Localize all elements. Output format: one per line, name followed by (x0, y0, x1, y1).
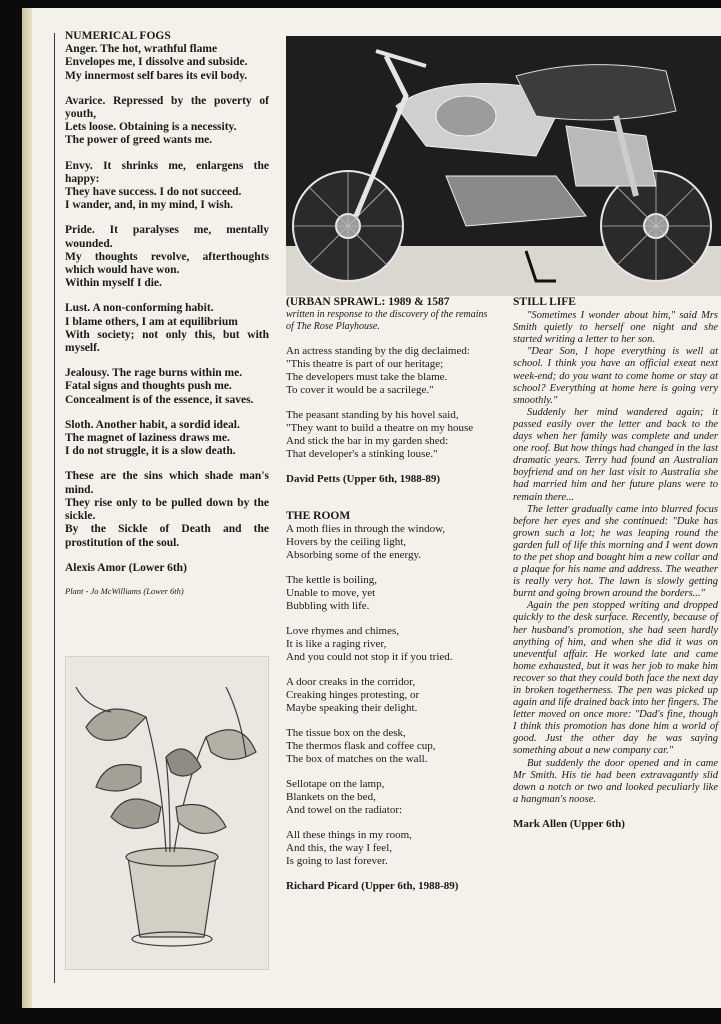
story-title: STILL LIFE (513, 296, 576, 308)
poem-line: The developers must take the blame. (286, 371, 448, 383)
poem-line: Bubbling with life. (286, 600, 370, 612)
plant-caption: Plant - Jo McWilliams (Lower 6th) (65, 585, 184, 596)
magazine-page (22, 8, 721, 1008)
poem-line: Anger. The hot, wrathful flame (65, 43, 218, 56)
poem-author: David Petts (Upper 6th, 1988-89) (286, 473, 441, 485)
poem-line: It is like a raging river, (286, 638, 387, 650)
poem-line: That developer's a stinking louse." (286, 448, 438, 460)
poem-author: Richard Picard (Upper 6th, 1988-89) (286, 880, 459, 892)
poem-line: Concealment is of the essence, it saves. (65, 393, 254, 406)
poem-line: By the Sickle of Death and the prostitution of the soul. (65, 523, 269, 549)
poem-line: Is going to last forever. (286, 855, 388, 867)
stanza (65, 302, 269, 355)
poem-line: A moth flies in through the window, (286, 523, 446, 535)
poem-line: Lets loose. Obtaining is a necessity. (65, 121, 237, 134)
stanza (65, 470, 269, 549)
stanza (65, 367, 269, 407)
story-paragraph: But suddenly the door opened and in came Mr Smith. His tie had been extravagantly slid down a notch or two and looked peculiarly like a hangman's noose. (513, 757, 718, 805)
poem-line: Absorbing some of the energy. (286, 549, 422, 561)
poem-line: Within myself I die. (65, 277, 162, 290)
stanza (286, 409, 490, 461)
poems-column-middle (286, 296, 490, 893)
poem-line: I blame others, I am at equilibrium (65, 315, 238, 328)
stanza (286, 829, 490, 868)
stanza (286, 778, 490, 817)
poem-line: Jealousy. The rage burns within me. (65, 367, 243, 380)
poem-line: Envelopes me, I dissolve and subside. (65, 56, 248, 69)
stanza (286, 625, 490, 664)
poem-line: An actress standing by the dig declaimed: (286, 345, 470, 357)
stanza (286, 345, 490, 397)
story-still-life (513, 296, 718, 830)
stanza (65, 95, 269, 148)
story-paragraph: Suddenly her mind wandered again; it passed easily over the letter and back to the days when her family was complete and under one roof. But how things had changed in the last dramatic years. Terry had found an Australian boyfriend and on her last visit to Australia she had married him and her future plans were to remain there... (513, 406, 718, 503)
poem-line: Avarice. Repressed by the poverty of youth, (65, 94, 269, 121)
stanza (65, 419, 269, 459)
plant-illustration (65, 656, 269, 970)
poem-numerical-fogs (65, 30, 269, 598)
stanza (65, 43, 269, 83)
poem-line: They rise only to be pulled down by the sickle. (65, 496, 269, 523)
stanza (286, 727, 490, 766)
poem-line: A door creaks in the corridor, (286, 676, 416, 688)
story-author: Mark Allen (Upper 6th) (513, 817, 625, 830)
poem-line: To cover it would be a sacrilege." (286, 384, 434, 396)
stanza (65, 224, 269, 290)
poem-line: These are the sins which shade man's mind. (65, 470, 269, 496)
poem-line: The box of matches on the wall. (286, 753, 428, 765)
poem-line: Sloth. Another habit, a sordid ideal. (65, 418, 240, 431)
poem-line: Blankets on the bed, (286, 791, 376, 803)
margin-rule (54, 33, 55, 983)
poem-subtitle: written in response to the discovery of the remains of The Rose Playhouse. (286, 309, 488, 332)
poem-line: With society; not only this, but with myself. (65, 328, 269, 355)
spacer (286, 486, 490, 510)
poem-line: And this, the way I feel, (286, 842, 392, 854)
page-binding (22, 8, 32, 1008)
poem-line: Unable to move, yet (286, 587, 376, 599)
poem-line: They have success. I do not succeed. (65, 186, 242, 199)
poem-line: And towel on the radiator: (286, 804, 403, 816)
stanza (65, 160, 269, 213)
poem-line: Hovers by the ceiling light, (286, 536, 407, 548)
poem-line: Love rhymes and chimes, (286, 625, 400, 637)
poem-title: THE ROOM (286, 510, 351, 522)
stanza (286, 574, 490, 613)
poem-title: NUMERICAL FOGS (65, 30, 171, 42)
poem-line: The magnet of laziness draws me. (65, 432, 230, 445)
motorcycle-illustration (286, 36, 721, 296)
story-paragraph: Again the pen stopped writing and dropped quickly to the desk surface. Recently, because of her husband's promotion, she had seen hardly anything of him, and when she did it was on uneventful affair. He worked late and came home exhausted, but it was her job to make him recover so that they could both face the next day in broken togetherness. The pen was picked up again and life drained back into her fingers. The letter moved on once more: "Dad's fine, though I think this promotion has done him a world of good. Just the other day he was saying something about a new company car." (513, 600, 718, 757)
poem-line: "This theatre is part of our heritage; (286, 358, 444, 370)
poem-line: The tissue box on the desk, (286, 727, 406, 739)
poem-author: Alexis Amor (Lower 6th) (65, 561, 187, 574)
poem-line: I wander, and, in my mind, I wish. (65, 199, 233, 212)
poem-line: The peasant standing by his hovel said, (286, 409, 459, 421)
poem-line: Sellotape on the lamp, (286, 778, 385, 790)
poem-line: All these things in my room, (286, 829, 412, 841)
poem-line: Maybe speaking their delight. (286, 702, 418, 714)
story-paragraph: "Dear Son, I hope everything is well at school. I think you have an official exeat next week-end; do you want to come home or stay at school? Everything at home here is going very smoothly." (513, 346, 718, 406)
story-paragraph: "Sometimes I wonder about him," said Mrs Smith quietly to herself one night and she started writing a letter to her son. (513, 310, 718, 346)
poem-line: Envy. It shrinks me, enlargens the happy: (65, 159, 269, 185)
story-paragraph: The letter gradually came into blurred focus before her eyes and she continued: "Duke has grown such a lot; he was leaping round the garden full of life this morning and I went down to the pet shop and bought him a new collar and a plaque for his name and address. The weather is really very hot. The lawn is slowly getting burnt and going brown around the borders..." (513, 503, 718, 600)
poem-line: The power of greed wants me. (65, 134, 213, 147)
poem-line: And stick the bar in my garden shed: (286, 435, 449, 447)
poem-line: My thoughts revolve, afterthoughts which would have won. (65, 250, 269, 277)
poem-line: Fatal signs and thoughts push me. (65, 380, 232, 393)
poem-line: Pride. It paralyses me, mentally wounded. (65, 224, 269, 250)
poem-title: (URBAN SPRAWL: 1989 & 1587 (286, 296, 450, 308)
poem-line: Lust. A non-conforming habit. (65, 302, 214, 315)
stanza (286, 676, 490, 715)
plant-drawing-icon (66, 657, 268, 969)
poem-line: I do not struggle, it is a slow death. (65, 445, 236, 458)
poem-line: "They want to build a theatre on my house (286, 422, 474, 434)
poem-line: The kettle is boiling, (286, 574, 378, 586)
poem-line: My innermost self bares its evil body. (65, 69, 248, 82)
motorcycle-drawing-icon (286, 36, 721, 296)
poem-line: The thermos flask and coffee cup, (286, 740, 436, 752)
poem-line: Creaking hinges protesting, or (286, 689, 420, 701)
poem-line: And you could not stop it if you tried. (286, 651, 453, 663)
stanza (286, 523, 490, 562)
